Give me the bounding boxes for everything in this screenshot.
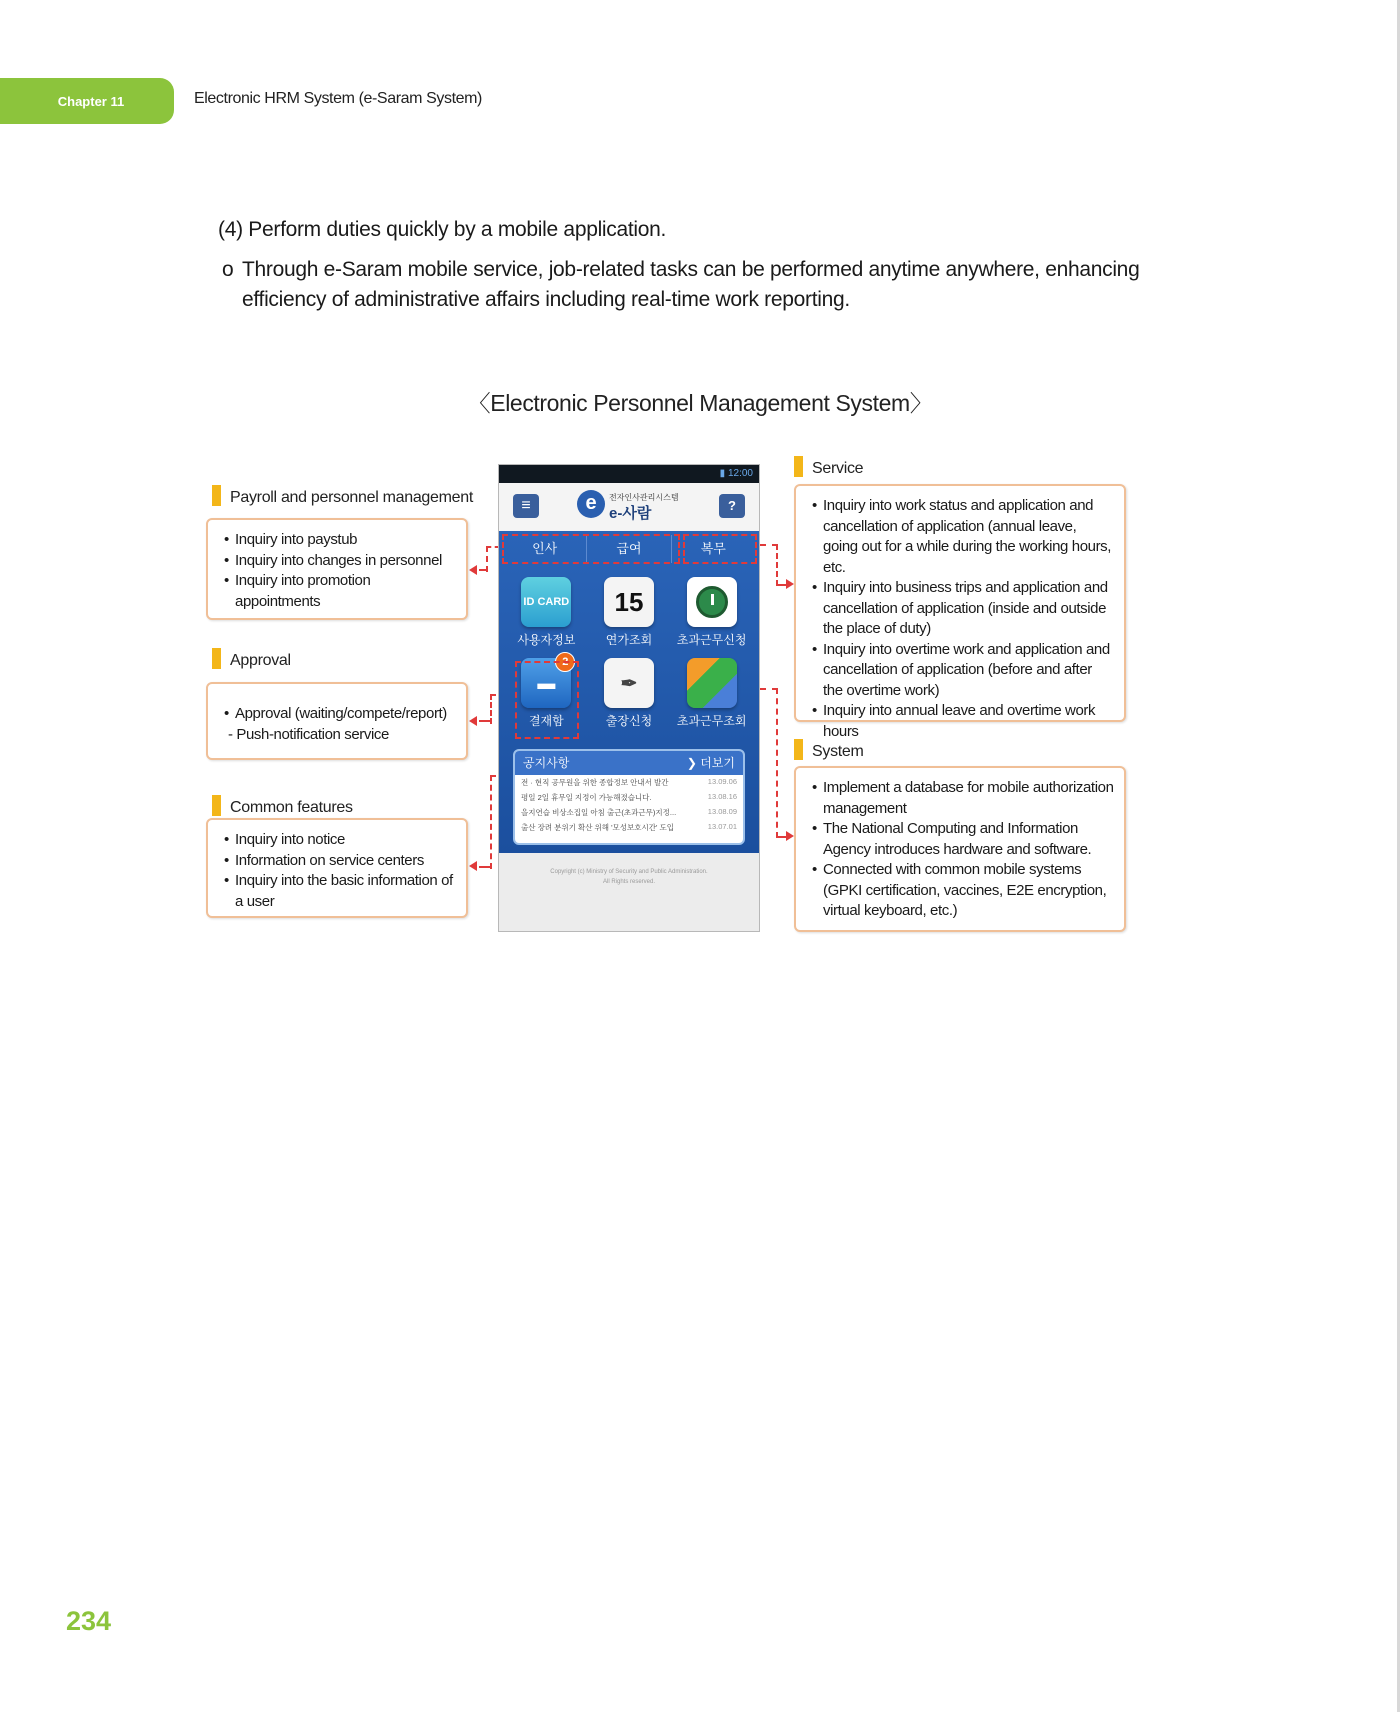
phone-screenshot (498, 464, 760, 932)
notice-header (515, 751, 743, 775)
app-annual-leave[interactable] (588, 577, 671, 648)
tab-payroll[interactable]: 급여 (586, 535, 670, 563)
hamburger-menu-icon[interactable]: ≡ (513, 494, 539, 518)
circle-bullet-icon: o (222, 258, 234, 281)
app-label: 결재함 (528, 714, 564, 728)
notification-badge: 2 (555, 652, 575, 672)
app-label: 사용자정보 (517, 633, 576, 647)
app-label: 연가조회 (605, 633, 653, 647)
notice-text: 출산 장려 분위기 확산 위해 '모성보호시간' 도입 (521, 823, 675, 832)
notice-text: 을지연습 비상소집일 아침 출근(초과근무)지정... (521, 808, 677, 817)
service-item: • Inquiry into overtime work and application and cancellation of application (before and after the overtime work) (812, 640, 1114, 702)
common-item: • Information on service centers (224, 851, 456, 872)
label-marker-icon (794, 739, 803, 760)
app-label: 초과근무조회 (676, 714, 747, 728)
system-label-text: System (812, 743, 864, 760)
service-label-text: Service (812, 460, 864, 477)
app-overtime-inquiry[interactable] (670, 658, 753, 729)
label-marker-icon (212, 795, 221, 816)
copyright-line: All Rights reserved. (602, 879, 656, 885)
system-item: • The National Computing and Information Agency introduces hardware and software. (812, 819, 1114, 860)
logo-subtitle: 전자인사관리시스템 (609, 493, 679, 502)
payroll-label (212, 485, 473, 507)
section-bullet-text: Through e-Saram mobile service, job-related tasks can be performed anytime anywhere, enhancing efficiency of administrative affairs including real-time work reporting. (242, 258, 1140, 311)
notice-row[interactable] (515, 805, 743, 820)
arrow-left-icon (469, 716, 477, 726)
clock-icon (687, 577, 737, 627)
service-item: • Inquiry into annual leave and overtime work hours (812, 701, 1114, 742)
arrow-right-icon (786, 579, 794, 589)
page-number: 234 (66, 1606, 112, 1636)
notice-row[interactable] (515, 820, 743, 835)
tab-service[interactable]: 복무 (671, 535, 755, 563)
common-item: • Inquiry into notice (224, 830, 456, 851)
connector-system (760, 688, 778, 838)
section-heading: (4) Perform duties quickly by a mobile application. (218, 218, 667, 241)
app-business-trip[interactable] (588, 658, 671, 729)
common-box (206, 818, 468, 918)
phone-app-header (499, 483, 759, 532)
notice-date: 13.09.06 (707, 777, 737, 786)
chapter-title: Electronic HRM System (e-Saram System) (194, 90, 482, 107)
arrow-left-icon (469, 861, 477, 871)
system-item: • Connected with common mobile systems (GPKI certification, vaccines, E2E encryption, virtual keyboard, etc.) (812, 860, 1114, 922)
connector-service (760, 544, 778, 586)
chart-icon (687, 658, 737, 708)
highlight-service-tab (683, 534, 757, 564)
calendar-icon: 15 (604, 577, 654, 627)
id-card-icon: ID CARD (521, 577, 571, 627)
phone-app-body (499, 531, 759, 853)
approval-label-text: Approval (230, 652, 291, 669)
figure-title: 〈Electronic Personnel Management System〉 (467, 390, 933, 416)
approval-box (206, 682, 468, 760)
highlight-personnel-payroll (502, 534, 680, 564)
copyright-line: Copyright (c) Ministry of Security and Public Administration. (550, 869, 708, 875)
system-item: • Implement a database for mobile authorization management (812, 778, 1114, 819)
common-item: • Inquiry into the basic information of a user (224, 871, 456, 912)
notice-row[interactable] (515, 775, 743, 790)
app-overtime-request[interactable] (670, 577, 753, 648)
notice-panel (513, 749, 745, 845)
connector-system-stub (776, 836, 786, 838)
notice-text: 전 · 현직 공무원을 위한 종합정보 안내서 발간 (521, 778, 669, 787)
label-marker-icon (794, 456, 803, 477)
notice-title: 공지사항 (523, 756, 570, 770)
system-box (794, 766, 1126, 932)
arrow-right-icon (786, 831, 794, 841)
connector-service-stub (776, 584, 786, 586)
document-glyph: ▬ (537, 672, 556, 693)
common-label-text: Common features (230, 799, 353, 816)
notice-row[interactable] (515, 790, 743, 805)
tab-personnel[interactable]: 인사 (532, 541, 558, 556)
app-label: 출장신청 (605, 714, 653, 728)
status-time: 12:00 (727, 468, 753, 479)
service-box (794, 484, 1126, 740)
connector-approval-stub (479, 720, 491, 722)
service-label (794, 456, 863, 478)
payroll-item: • Inquiry into promotion appointments (224, 571, 456, 612)
payroll-item: • Inquiry into paystub (224, 530, 456, 551)
arrow-left-icon (469, 565, 477, 575)
label-marker-icon (212, 648, 221, 669)
label-marker-icon (212, 485, 221, 506)
app-label: 초과근무신청 (676, 633, 747, 647)
notice-date: 13.08.16 (707, 792, 737, 801)
payroll-label-text: Payroll and personnel management (230, 489, 474, 506)
service-item: • Inquiry into work status and application and cancellation of application (annual leave, going out for a while during the working hours, etc. (812, 496, 1114, 578)
section-bullet (222, 255, 1142, 315)
connector-payroll-stub (479, 569, 488, 571)
notice-more-link[interactable]: ❯ 더보기 (686, 756, 735, 770)
notice-text: 평일 2일 휴무일 지정이 가능해졌습니다. (521, 793, 652, 802)
approval-subitem: - Push-notification service (228, 725, 389, 743)
highlight-approval-app (515, 661, 579, 739)
clock-face (696, 586, 728, 618)
app-user-info[interactable] (505, 577, 588, 648)
service-item: • Inquiry into business trips and application and cancellation of application (inside and outside the place of duty) (812, 578, 1114, 640)
connector-common-stub (479, 866, 491, 868)
payroll-item: • Inquiry into changes in personnel (224, 551, 456, 572)
approval-label (212, 648, 291, 670)
phone-status-bar (499, 465, 759, 483)
notice-date: 13.08.09 (707, 807, 737, 816)
pen-icon: ✒ (604, 658, 654, 708)
signal-icon: ▮ (719, 468, 726, 479)
system-label (794, 739, 864, 761)
phone-footer (499, 853, 759, 931)
e-saram-logo-icon: e (577, 490, 605, 518)
notice-date: 13.07.01 (707, 822, 737, 831)
common-label (212, 795, 353, 817)
payroll-box (206, 518, 468, 620)
logo-name: e-사람 (609, 505, 652, 522)
help-icon[interactable]: ? (719, 494, 745, 518)
approval-item: • Approval (waiting/compete/report) (224, 704, 456, 725)
chapter-tab: Chapter 11 (0, 78, 174, 124)
